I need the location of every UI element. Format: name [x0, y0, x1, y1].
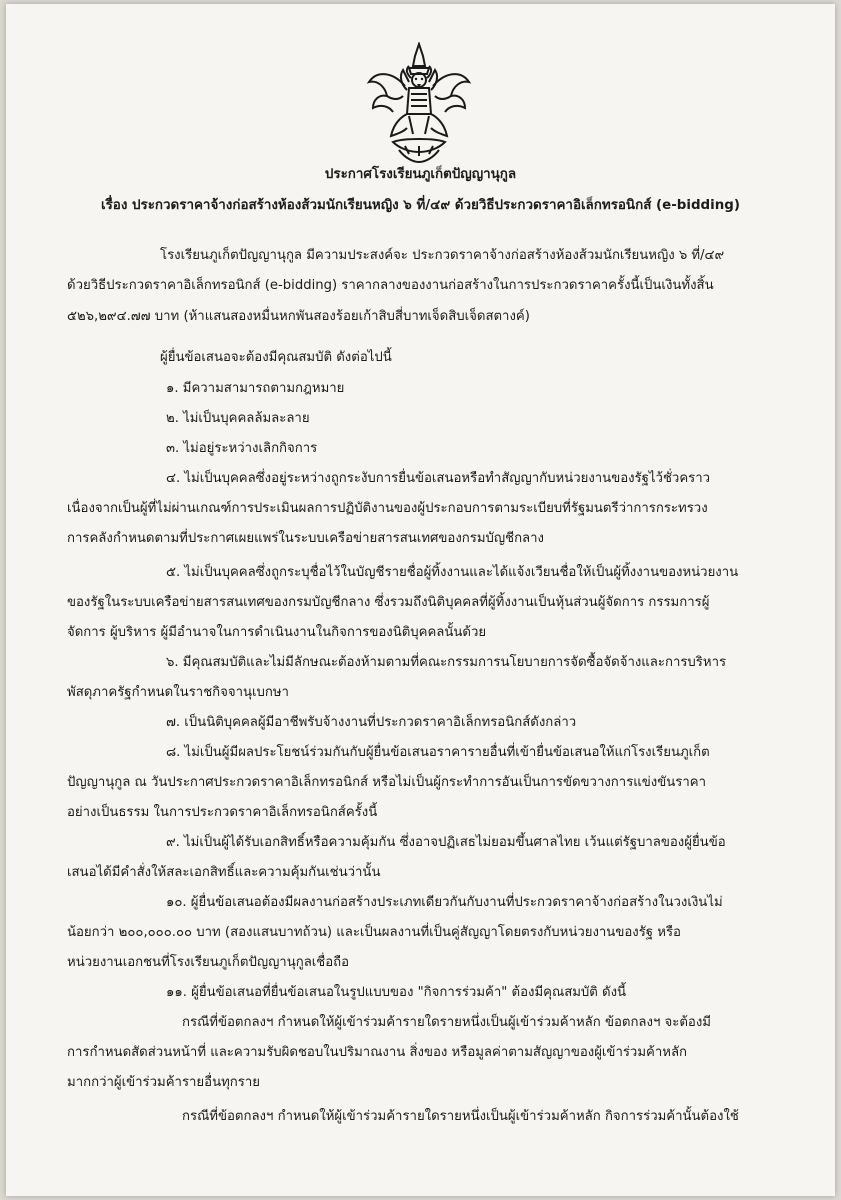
garuda-emblem-icon: [363, 42, 475, 164]
intro-line-1: โรงเรียนภูเก็ตปัญญานุกูล มีความประสงค์จะ ประกวดราคาจ้างก่อสร้างห้องส้วมนักเรียนหญิง ๖ ที่/๔๙: [160, 248, 725, 263]
qualification-item-3: ๓. ไม่อยู่ระหว่างเลิกกิจการ: [166, 441, 318, 456]
qualification-item-8: ๘. ไม่เป็นผู้มีผลประโยชน์ร่วมกันกับผู้ยื่นข้อเสนอราคารายอื่นที่เข้ายื่นข้อเสนอให้แก่โรงเรียนภูเก็ต: [166, 745, 710, 760]
qualification-item-9-cont: เสนอได้มีคำสั่งให้สละเอกสิทธิ์และความคุ้มกันเช่นว่านั้น: [67, 865, 381, 880]
qualification-item-4: ๔. ไม่เป็นบุคคลซึ่งอยู่ระหว่างถูกระงับการยื่นข้อเสนอหรือทำสัญญากับหน่วยงานของรัฐไว้ชั่วคราว: [166, 471, 711, 486]
document-issuer: ประกาศโรงเรียนภูเก็ตปัญญานุกูล: [324, 167, 517, 182]
qualification-item-7: ๗. เป็นนิติบุคคลผู้มีอาชีพรับจ้างงานที่ประกวดราคาอิเล็กทรอนิกส์ดังกล่าว: [166, 715, 577, 730]
document-subject: เรื่อง ประกวดราคาจ้างก่อสร้างห้องส้วมนักเรียนหญิง ๖ ที่/๔๙ ด้วยวิธีประกวดราคาอิเล็กทรอนิกส์ (e-bidding): [101, 198, 740, 213]
qualification-item-5-cont: จัดการ ผู้บริหาร ผู้มีอำนาจในการดำเนินงานในกิจการของนิติบุคคลนั้นด้วย: [67, 625, 487, 640]
qualification-item-10-cont: หน่วยงานเอกชนที่โรงเรียนภูเก็ตปัญญานุกูลเชื่อถือ: [67, 955, 350, 970]
qualification-item-10-cont: น้อยกว่า ๒๐๐,๐๐๐.๐๐ บาท (สองแสนบาทถ้วน) และเป็นผลงานที่เป็นคู่สัญญาโดยตรงกับหน่วยงานของรัฐ หรือ: [67, 925, 681, 940]
qualification-item-5-cont: ของรัฐในระบบเครือข่ายสารสนเทศของกรมบัญชีกลาง ซึ่งรวมถึงนิติบุคคลที่ผู้ทิ้งงานเป็นหุ้นส่วนผู้จัดการ กรรมการผู้: [67, 595, 710, 610]
intro-line-2: ด้วยวิธีประกวดราคาอิเล็กทรอนิกส์ (e-bidding) ราคากลางของงานก่อสร้างในการประกวดราคาครั้งนี้เป็นเงินทั้งสิ้น: [67, 278, 714, 293]
qualification-item-5: ๕. ไม่เป็นบุคคลซึ่งถูกระบุชื่อไว้ในบัญชีรายชื่อผู้ทิ้งงานและได้แจ้งเวียนชื่อให้เป็นผู้ทิ้งงานของหน่วยงาน: [166, 565, 739, 580]
document-page: [6, 4, 835, 1196]
qualification-item-4-cont: การคลังกำหนดตามที่ประกาศเผยแพร่ในระบบเครือข่ายสารสนเทศของกรมบัญชีกลาง: [67, 531, 544, 546]
qualification-heading: ผู้ยื่นข้อเสนอจะต้องมีคุณสมบัติ ดังต่อไปนี้: [160, 350, 392, 365]
qualification-item-4-cont: เนื่องจากเป็นผู้ที่ไม่ผ่านเกณฑ์การประเมินผลการปฏิบัติงานของผู้ประกอบการตามระเบียบที่รัฐมนตรีว่าการกระทรวง: [67, 501, 708, 516]
intro-line-3: ๕๒๖,๒๙๔.๗๗ บาท (ห้าแสนสองหมื่นหกพันสองร้อยเก้าสิบสี่บาทเจ็ดสิบเจ็ดสตางค์): [67, 309, 530, 324]
qualification-item-1: ๑. มีความสามารถตามกฎหมาย: [166, 381, 345, 396]
qualification-item-8-cont: อย่างเป็นธรรม ในการประกวดราคาอิเล็กทรอนิกส์ครั้งนี้: [67, 805, 378, 820]
qualification-item-8-cont: ปัญญานุกูล ณ วันประกาศประกวดราคาอิเล็กทรอนิกส์ หรือไม่เป็นผู้กระทำการอันเป็นการขัดขวางการแข่งขันราคา: [67, 775, 706, 790]
qualification-item-9: ๙. ไม่เป็นผู้ได้รับเอกสิทธิ์หรือความคุ้มกัน ซึ่งอาจปฏิเสธไม่ยอมขึ้นศาลไทย เว้นแต่รัฐบาลของผู้ยื่นข้อ: [166, 835, 726, 850]
qualification-item-10: ๑๐. ผู้ยื่นข้อเสนอต้องมีผลงานก่อสร้างประเภทเดียวกันกับงานที่ประกวดราคาจ้างก่อสร้างในวงเงินไม่: [166, 895, 723, 910]
qualification-item-2: ๒. ไม่เป็นบุคคลล้มละลาย: [166, 411, 310, 426]
joint-venture-case-1-cont: การกำหนดสัดส่วนหน้าที่ และความรับผิดชอบในปริมาณงาน สิ่งของ หรือมูลค่าตามสัญญาของผู้เข้าร่วมค้าหลัก: [67, 1045, 688, 1060]
joint-venture-case-1-cont: มากกว่าผู้เข้าร่วมค้ารายอื่นทุกราย: [67, 1075, 260, 1090]
qualification-item-6-cont: พัสดุภาครัฐกำหนดในราชกิจจานุเบกษา: [67, 685, 289, 700]
joint-venture-case-2: กรณีที่ข้อตกลงฯ กำหนดให้ผู้เข้าร่วมค้ารายใดรายหนึ่งเป็นผู้เข้าร่วมค้าหลัก กิจการร่วมค้านั้นต้องใช้: [182, 1109, 739, 1124]
qualification-item-6: ๖. มีคุณสมบัติและไม่มีลักษณะต้องห้ามตามที่คณะกรรมการนโยบายการจัดซื้อจัดจ้างและการบริหาร: [166, 655, 727, 670]
qualification-item-11: ๑๑. ผู้ยื่นข้อเสนอที่ยื่นข้อเสนอในรูปแบบของ "กิจการร่วมค้า" ต้องมีคุณสมบัติ ดังนี้: [166, 985, 627, 1000]
joint-venture-case-1: กรณีที่ข้อตกลงฯ กำหนดให้ผู้เข้าร่วมค้ารายใดรายหนึ่งเป็นผู้เข้าร่วมค้าหลัก ข้อตกลงฯ จะต้องมี: [182, 1015, 711, 1030]
